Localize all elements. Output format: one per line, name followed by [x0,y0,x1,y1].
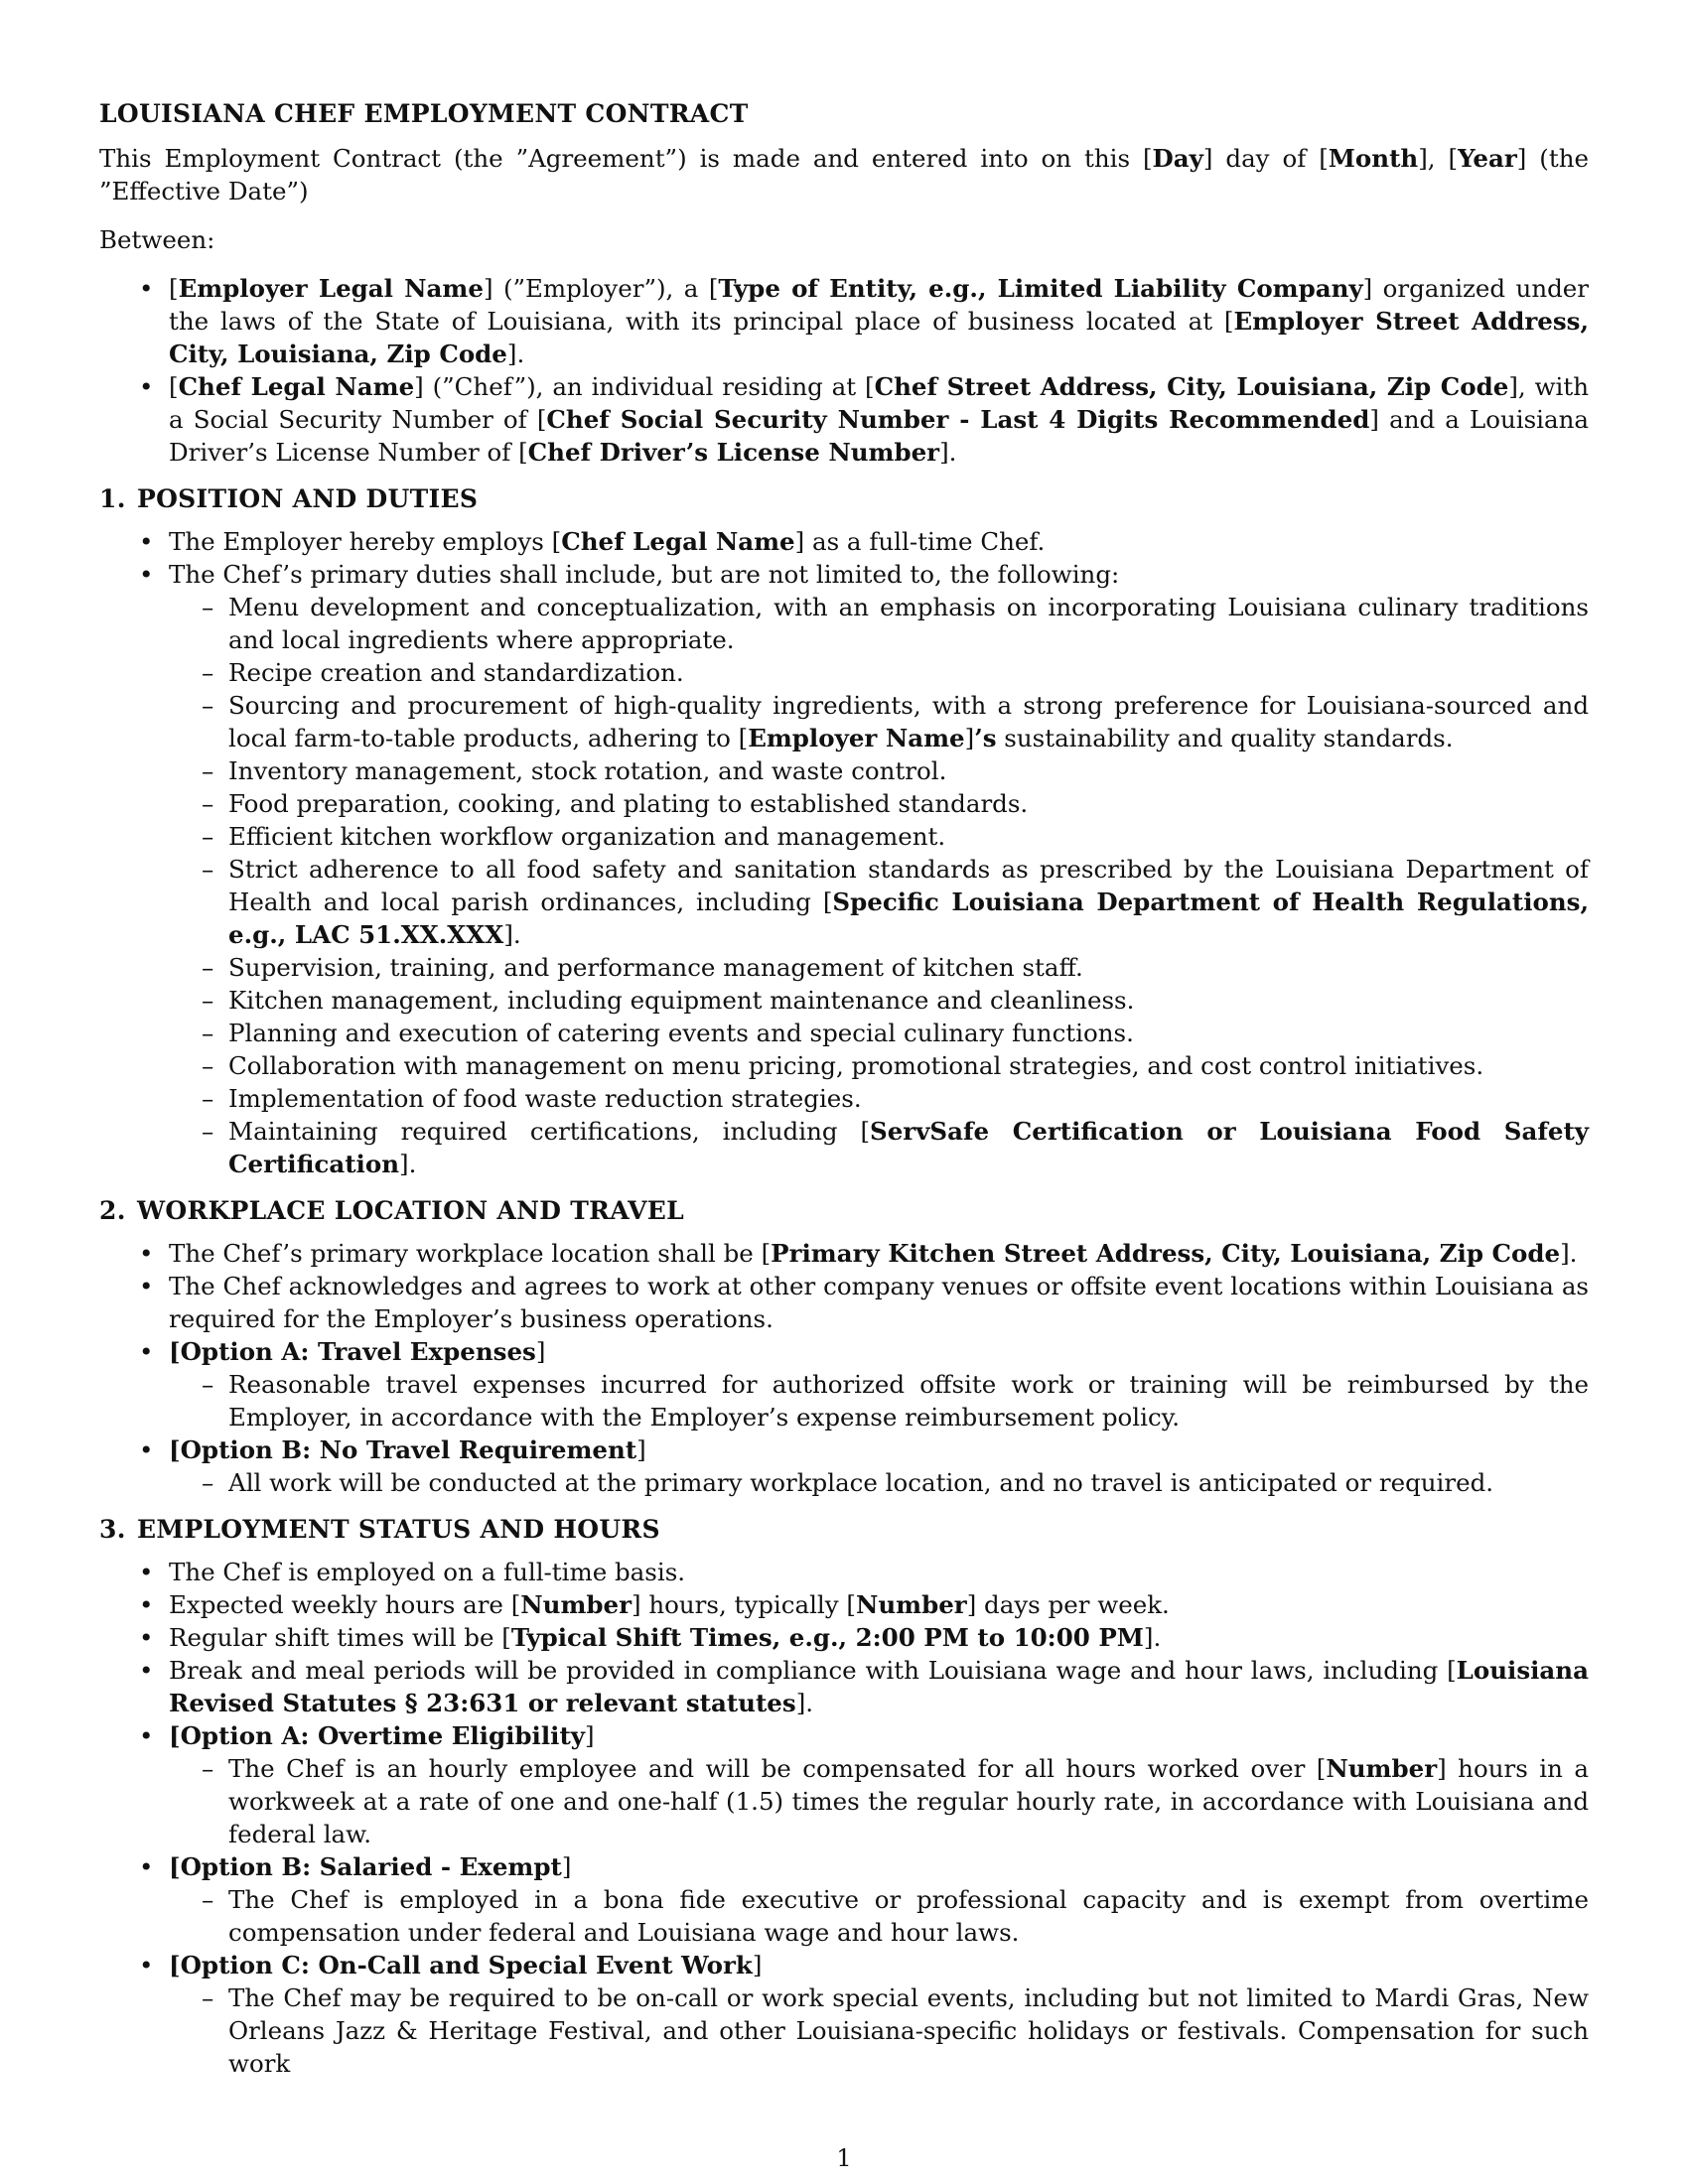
section-1-list [99,525,1589,1180]
section-1-heading: 1. POSITION AND DUTIES [99,484,479,513]
section-3-list [99,1556,1589,2080]
year-placeholder: Year [1458,144,1517,173]
option-detail: – Reasonable travel expenses incurred for authorized offsite work or training will be reimbursed by the Employer, in accordance with the Employer’s expense reimbursement policy. [169,1368,1589,1433]
section-2-list [99,1237,1589,1499]
duty-item: – Sourcing and procurement of high-quality ingredients, with a strong preference for Louisiana-sourced and local farm-to-table products, adhering to [Employer Name]’s sustainability and quality standards. [169,689,1589,754]
duty-item: – Food preparation, cooking, and plating to established standards. [169,787,1589,820]
day-placeholder: Day [1152,144,1203,173]
section-2-heading: 2. WORKPLACE LOCATION AND TRAVEL [99,1196,685,1225]
duty-item: – Planning and execution of catering events and special culinary functions. [169,1017,1589,1049]
option-detail: – The Chef is employed in a bona fide executive or professional capacity and is exempt from overtime compensation under federal and Louisiana wage and hour laws. [169,1883,1589,1949]
document-title: LOUISIANA CHEF EMPLOYMENT CONTRACT [99,99,749,128]
duty-item: – Menu development and conceptualization, with an emphasis on incorporating Louisiana culinary traditions and local ingredients where appropriate. [169,591,1589,656]
option-item: • [Option A: Overtime Eligibility] – The Chef is an hourly employee and will be compensated for all hours worked over [Number] hours in a workweek at a rate of one and one-half (1.5) times the regular hourly rate, in accordance with Louisiana and federal law. [99,1719,1589,1850]
duty-item: – Kitchen management, including equipment maintenance and cleanliness. [169,984,1589,1017]
duty-item: – Efficient kitchen workflow organization and management. [169,820,1589,853]
page-number: 1 [836,2144,852,2172]
intro-paragraph: This Employment Contract (the ”Agreement”) is made and entered into on this [Day] day of [Month], [Year] (the ”Effective Date”) [99,144,1589,205]
contract-page [99,97,1589,2080]
option-item: • [Option C: On-Call and Special Event Work] – The Chef may be required to be on-call or work special events, including but not limited to Mardi Gras, New Orleans Jazz & Heritage Festival, and other Louisiana-specific holidays or festivals. Compensation for such work [99,1949,1589,2080]
list-item: • Break and meal periods will be provided in compliance with Louisiana wage and hour laws, including [Louisiana Revised Statutes § 23:631 or relevant statutes]. [99,1654,1589,1719]
parties-list [99,272,1589,469]
list-item: • Regular shift times will be [Typical Shift Times, e.g., 2:00 PM to 10:00 PM]. [99,1621,1589,1654]
list-item: • The Employer hereby employs [Chef Legal Name] as a full-time Chef. [99,525,1589,558]
list-item: • The Chef is employed on a full-time basis. [99,1556,1589,1588]
month-placeholder: Month [1328,144,1419,173]
duty-item: – Supervision, training, and performance management of kitchen staff. [169,951,1589,984]
list-item: • The Chef’s primary workplace location shall be [Primary Kitchen Street Address, City, Louisiana, Zip Code]. [99,1237,1589,1270]
duty-item: – Collaboration with management on menu pricing, promotional strategies, and cost control initiatives. [169,1049,1589,1082]
duty-item: – Strict adherence to all food safety and sanitation standards as prescribed by the Louisiana Department of Health and local parish ordinances, including [Specific Louisiana Department of Health Regulations, e.g., LAC 51.XX.XXX]. [169,853,1589,951]
duty-item: – Implementation of food waste reduction strategies. [169,1082,1589,1115]
chef-party: • [Chef Legal Name] (”Chef”), an individual residing at [Chef Street Address, City, Louisiana, Zip Code], with a Social Security Number of [Chef Social Security Number - Last 4 Digits Recommended] and a Louisiana Driver’s License Number of [Chef Driver’s License Number]. [99,370,1589,469]
duties-list [99,591,1589,1180]
duty-item: – Maintaining required certifications, including [ServSafe Certification or Louisiana Food Safety Certification]. [169,1115,1589,1180]
option-item: • [Option B: No Travel Requirement] – All work will be conducted at the primary workplace location, and no travel is anticipated or required. [99,1433,1589,1499]
list-item: • The Chef’s primary duties shall include, but are not limited to, the following: – Menu development and conceptualization, with an emphasis on incorporating Louisiana culinary traditions and local ingredients where appropriate. – Recipe creation and standardization. – Sourcing and procurement of high-quality ingredients, with a strong preference for Louisiana-sourced and local farm-to-table products, adhering to [Employer Name]’s sustainability and quality standards. – Inventory management, stock rotation, and waste control. – Food preparation, cooking, and plating to established standards. – Efficient kitchen workflow organization and management. – Strict adherence to all food safety and sanitation standards as prescribed by the Louisiana Department of Health and local parish ordinances, including [Specific Louisiana Department of Health Regulations, e.g., LAC 51.XX.XXX]. – Supervision, training, and performance management of kitchen staff. – Kitchen management, including equipment maintenance and cleanliness. – Planning and execution of catering events and special culinary functions. – Collaboration with management on menu pricing, promotional strategies, and cost control initiatives. – Implementation of food waste reduction strategies. – Maintaining required certifications, including [ServSafe Certification or Louisiana Food Safety Certification]. [99,558,1589,1180]
option-detail: – The Chef may be required to be on-call or work special events, including but not limited to Mardi Gras, New Orleans Jazz & Heritage Festival, and other Louisiana-specific holidays or festivals. Compensation for such work [169,1981,1589,2080]
duty-item: – Inventory management, stock rotation, and waste control. [169,754,1589,787]
option-detail: – The Chef is an hourly employee and will be compensated for all hours worked over [Number] hours in a workweek at a rate of one and one-half (1.5) times the regular hourly rate, in accordance with Louisiana and federal law. [169,1752,1589,1850]
employer-party: • [Employer Legal Name] (”Employer”), a [Type of Entity, e.g., Limited Liability Company] organized under the laws of the State of Louisiana, with its principal place of business located at [Employer Street Address, City, Louisiana, Zip Code]. [99,272,1589,370]
list-item: • The Chef acknowledges and agrees to work at other company venues or offsite event locations within Louisiana as required for the Employer’s business operations. [99,1270,1589,1335]
duty-item: – Recipe creation and standardization. [169,656,1589,689]
between-label: Between: [99,225,215,254]
section-3-heading: 3. EMPLOYMENT STATUS AND HOURS [99,1515,660,1544]
option-item: • [Option B: Salaried - Exempt] – The Chef is employed in a bona fide executive or professional capacity and is exempt from overtime compensation under federal and Louisiana wage and hour laws. [99,1850,1589,1949]
list-item: • Expected weekly hours are [Number] hours, typically [Number] days per week. [99,1588,1589,1621]
option-item: • [Option A: Travel Expenses] – Reasonable travel expenses incurred for authorized offsite work or training will be reimbursed by the Employer, in accordance with the Employer’s expense reimbursement policy. [99,1335,1589,1433]
option-detail: – All work will be conducted at the primary workplace location, and no travel is anticipated or required. [169,1466,1589,1499]
